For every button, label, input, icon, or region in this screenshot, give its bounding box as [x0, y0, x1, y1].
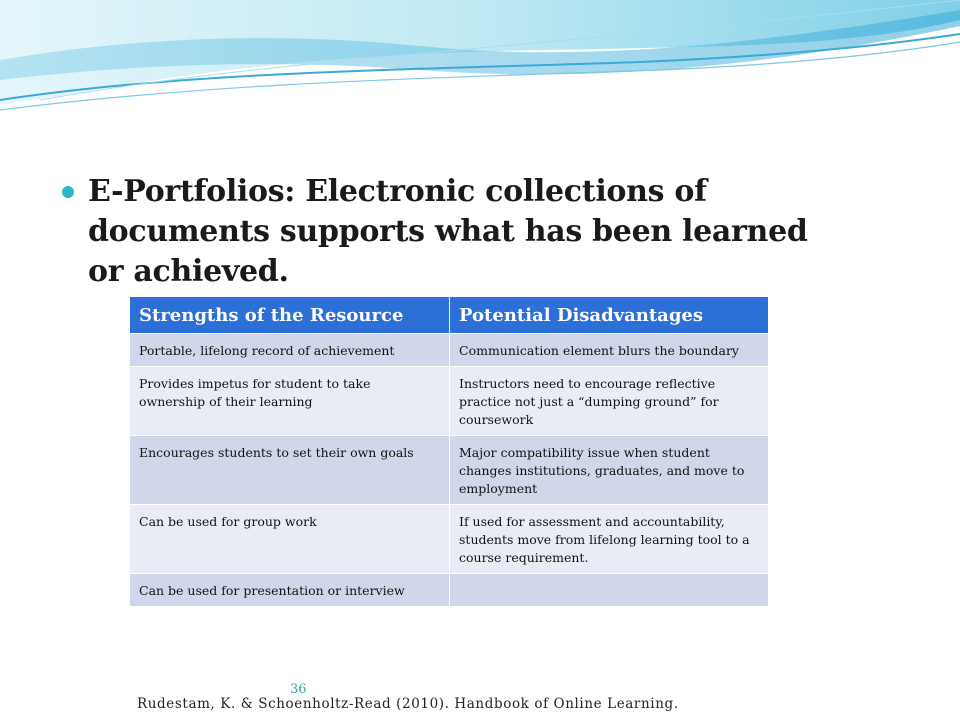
citation: Rudestam, K. & Schoenholtz-Read (2010). Handbook of Online Learning.: [137, 696, 679, 712]
header-disadvantages: Potential Disadvantages: [450, 297, 769, 334]
table-row: [130, 334, 769, 367]
table-cell-disadvantage: Major compatibility issue when student changes institutions, graduates, and move to employment: [450, 436, 769, 505]
table-row: [130, 436, 769, 505]
header-strengths: Strengths of the Resource: [130, 297, 450, 334]
table-cell-strength: Can be used for group work: [130, 505, 450, 574]
table-cell-strength: Encourages students to set their own goals: [130, 436, 450, 505]
table-cell-disadvantage: [450, 574, 769, 607]
bullet-text: E-Portfolios: Electronic collections of documents supports what has been learned or achieved.: [88, 174, 808, 289]
bullet-dot-icon: [62, 186, 74, 198]
comparison-table: [129, 296, 769, 607]
table-header-row: [130, 297, 769, 334]
table-cell-disadvantage: Instructors need to encourage reflective practice not just a “dumping ground” for coursework: [450, 367, 769, 436]
page-number: 36: [290, 682, 307, 697]
table-row: [130, 367, 769, 436]
table-row: [130, 574, 769, 607]
table-row: [130, 505, 769, 574]
table-cell-strength: Can be used for presentation or interview: [130, 574, 450, 607]
header-wave-decoration: [0, 0, 960, 130]
table-cell-strength: Portable, lifelong record of achievement: [130, 334, 450, 367]
table-cell-disadvantage: Communication element blurs the boundary: [450, 334, 769, 367]
table-cell-disadvantage: If used for assessment and accountability, students move from lifelong learning tool to a course requirement.: [450, 505, 769, 574]
table-cell-strength: Provides impetus for student to take ownership of their learning: [130, 367, 450, 436]
